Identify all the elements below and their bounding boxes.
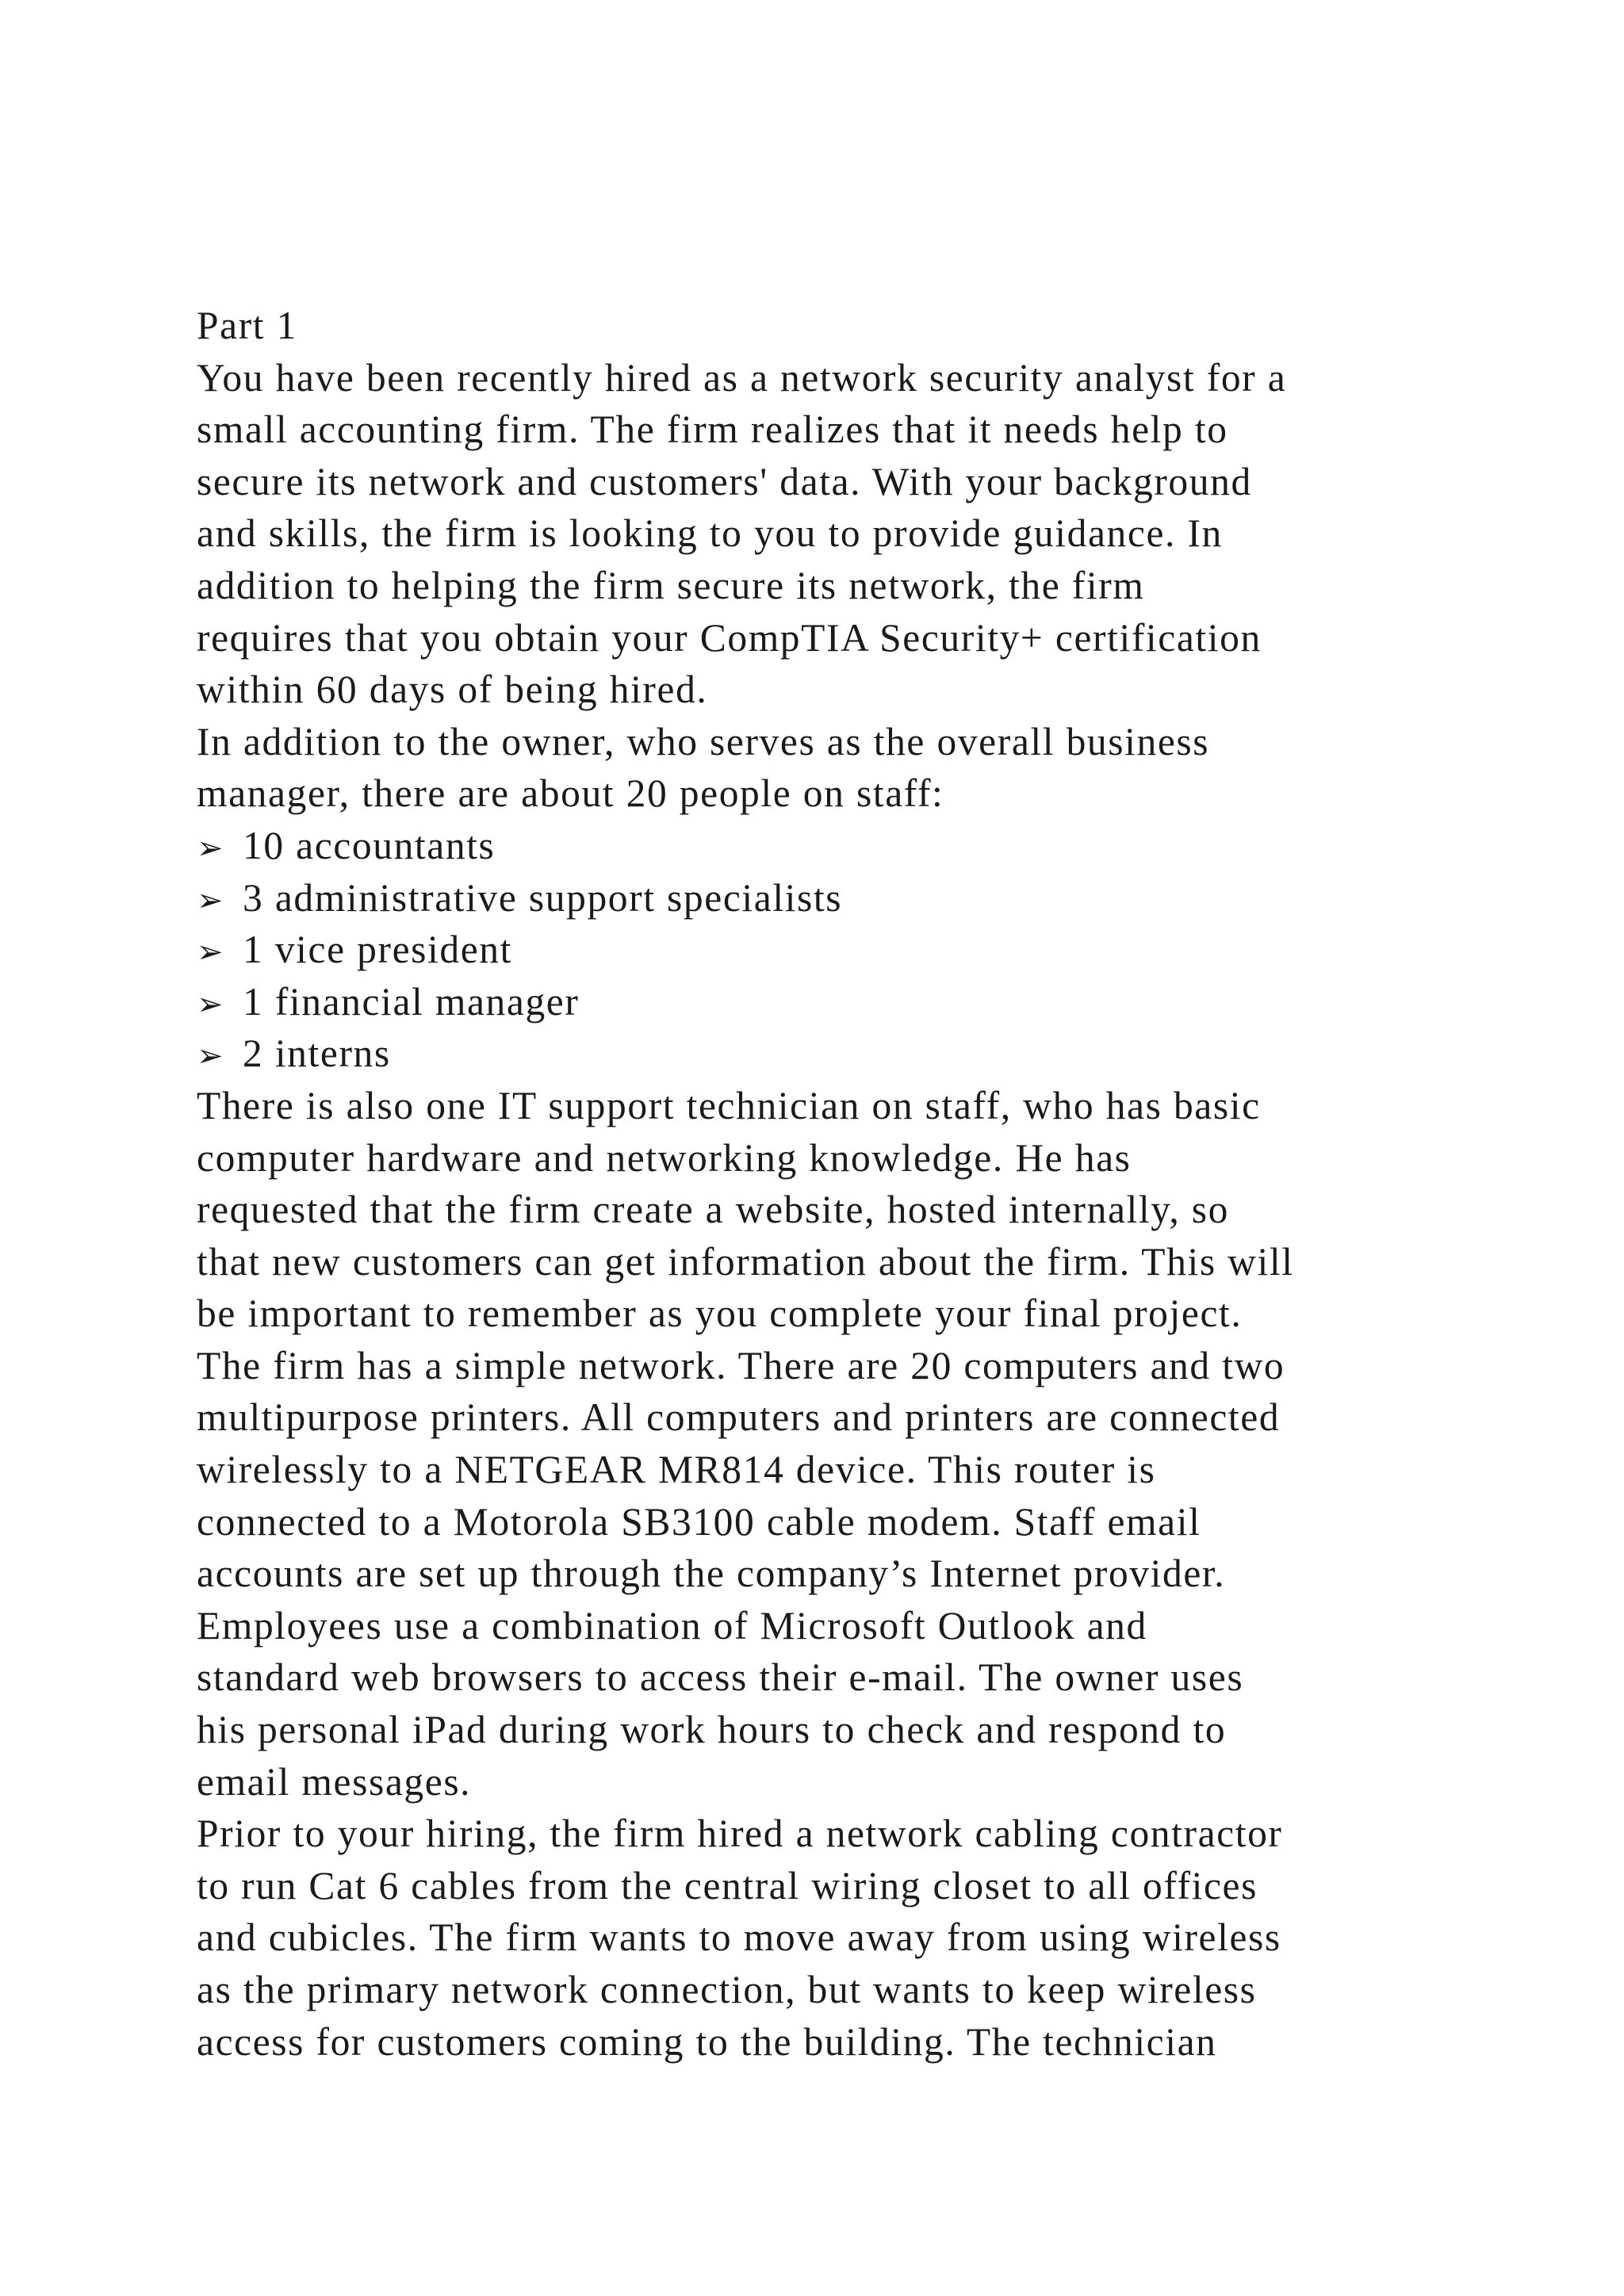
staff-list-item (197, 820, 1545, 872)
staff-list-item-label: 1 vice president (243, 928, 512, 972)
staff-list-item-label: 1 financial manager (243, 979, 580, 1024)
text-line: as the primary network connection, but wants to keep wireless (197, 1968, 1257, 2011)
text-line: that new customers can get information about the firm. This will (197, 1239, 1294, 1284)
arrow-bullet-icon: ➢ (197, 1038, 225, 1075)
staff-list-item-label: 2 interns (243, 1031, 391, 1076)
staff-list-item-label: 3 administrative support specialists (243, 875, 843, 920)
text-line: small accounting firm. The firm realizes that it needs help to (197, 408, 1228, 452)
text-line: The firm has a simple network. There are 20 computers and two (197, 1343, 1285, 1387)
section-heading: Part 1 (197, 304, 297, 347)
staff-list-item-label: 10 accountants (243, 823, 496, 867)
text-line: wirelessly to a NETGEAR MR814 device. This router is (197, 1448, 1156, 1492)
text-line: accounts are set up through the company’s Internet provider. (197, 1552, 1226, 1596)
text-line: his personal iPad during work hours to check and respond to (197, 1708, 1227, 1752)
arrow-bullet-icon: ➢ (197, 829, 225, 867)
text-line: requested that the firm create a website, hosted internally, so (197, 1188, 1230, 1232)
text-line: There is also one IT support technician on staff, who has basic (197, 1083, 1261, 1127)
arrow-bullet-icon: ➢ (197, 882, 225, 919)
staff-list-item (197, 924, 1545, 976)
text-line: You have been recently hired as a network security analyst for a (197, 355, 1287, 400)
text-line: within 60 days of being hired. (197, 668, 708, 712)
arrow-bullet-icon: ➢ (197, 985, 225, 1023)
arrow-bullet-icon: ➢ (197, 934, 225, 971)
text-line: secure its network and customers' data. With your background (197, 459, 1252, 503)
text-line: connected to a Motorola SB3100 cable modem. Staff email (197, 1499, 1201, 1544)
staff-list-item (197, 872, 1545, 924)
document-body (197, 300, 1545, 2068)
text-line: addition to helping the firm secure its network, the firm (197, 563, 1145, 607)
text-line: access for customers coming to the building. The technician (197, 2019, 1217, 2064)
text-line: email messages. (197, 1759, 472, 1804)
text-line: requires that you obtain your CompTIA Security+ certification (197, 615, 1262, 660)
text-line: computer hardware and networking knowledge. He has (197, 1135, 1132, 1180)
text-line: and skills, the firm is looking to you to provide guidance. In (197, 511, 1223, 556)
text-line: In addition to the owner, who serves as the overall business (197, 719, 1210, 763)
text-line: be important to remember as you complete your final project. (197, 1292, 1243, 1336)
text-line: manager, there are about 20 people on staff: (197, 771, 944, 816)
staff-list-item (197, 1027, 1545, 1080)
text-line: standard web browsers to access their e-mail. The owner uses (197, 1655, 1244, 1700)
text-line: and cubicles. The firm wants to move away from using wireless (197, 1915, 1281, 1960)
text-line: to run Cat 6 cables from the central wiring closet to all offices (197, 1863, 1258, 1908)
text-line: Prior to your hiring, the firm hired a network cabling contractor (197, 1812, 1283, 1856)
text-line: Employees use a combination of Microsoft Outlook and (197, 1603, 1147, 1647)
staff-list-item (197, 976, 1545, 1028)
text-line: multipurpose printers. All computers and printers are connected (197, 1395, 1281, 1440)
